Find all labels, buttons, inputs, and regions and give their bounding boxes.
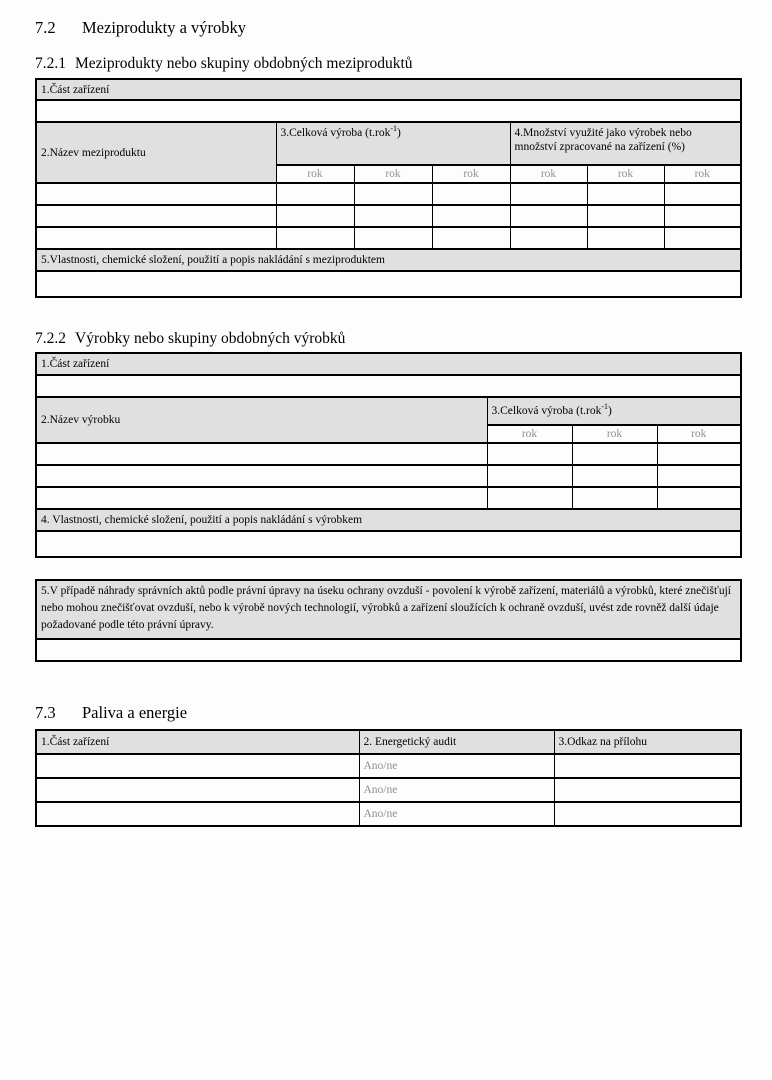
attachment-reference-input[interactable] [554,778,741,802]
table-meziprodukty [35,78,742,298]
production-value-input[interactable] [432,183,510,205]
section-7-2-2-title: Výrobky nebo skupiny obdobných výrobků [75,330,346,347]
production-value-input[interactable] [657,465,741,487]
attachment-reference-input[interactable] [554,754,741,778]
part-of-installation-input[interactable] [36,100,741,122]
production-value-input[interactable] [487,443,572,465]
quantity-value-input[interactable] [664,227,741,249]
section-7-2-title: Meziprodukty a výrobky [82,18,247,37]
product-name-input[interactable] [36,487,487,509]
section-7-2-2-heading [35,329,740,348]
section-7-3-number: 7.3 [35,703,56,722]
energy-audit-yesno-field[interactable]: Ano/ne [359,754,554,778]
production-value-input[interactable] [432,227,510,249]
product-name-input[interactable] [36,443,487,465]
section-7-2-heading [35,18,740,38]
year-header-1: rok [487,425,572,443]
section-7-2-1-title: Meziprodukty nebo skupiny obdobných meziproduktů [75,55,413,72]
production-value-input[interactable] [276,227,354,249]
table-row [36,205,741,227]
product-properties-label: 4. Vlastnosti, chemické složení, použití a popis nakládání s výrobkem [36,509,741,531]
table-vyrobky [35,352,742,558]
product-name-input[interactable] [36,465,487,487]
production-value-input[interactable] [354,183,432,205]
total-production-exponent: -1 [601,402,609,412]
table-row [36,802,741,826]
year-header-5: rok [587,165,664,183]
quantity-value-input[interactable] [587,183,664,205]
table-row [36,227,741,249]
total-production-label-close: ) [397,127,401,139]
table-row [36,778,741,802]
production-value-input[interactable] [276,183,354,205]
quantity-value-input[interactable] [664,183,741,205]
section-7-3-heading [35,703,740,723]
product-properties-input[interactable] [36,531,741,557]
section-7-2-1-heading [35,54,740,73]
part-of-installation-input[interactable] [36,778,359,802]
part-of-installation-input[interactable] [36,754,359,778]
year-header-3: rok [432,165,510,183]
production-value-input[interactable] [354,205,432,227]
table-row [36,465,741,487]
total-production-exponent: -1 [390,124,398,134]
table-row [36,754,741,778]
production-value-input[interactable] [657,487,741,509]
year-header-2: rok [354,165,432,183]
section-7-2-2-number: 7.2.2 [35,330,66,347]
part-of-installation-label: 1.Část zařízení [36,730,359,754]
part-of-installation-input[interactable] [36,375,741,397]
intermediate-name-label: 2.Název meziproduktu [36,122,276,183]
energy-audit-yesno-field[interactable]: Ano/ne [359,778,554,802]
production-value-input[interactable] [487,487,572,509]
energy-audit-label: 2. Energetický audit [359,730,554,754]
production-value-input[interactable] [354,227,432,249]
energy-audit-yesno-field[interactable]: Ano/ne [359,802,554,826]
quantity-used-label: 4.Množství využité jako výrobek nebo množství zpracované na zařízení (%) [510,122,741,165]
production-value-input[interactable] [276,205,354,227]
quantity-value-input[interactable] [510,183,587,205]
quantity-value-input[interactable] [587,227,664,249]
quantity-value-input[interactable] [510,227,587,249]
part-of-installation-label: 1.Část zařízení [36,353,741,375]
quantity-value-input[interactable] [664,205,741,227]
air-protection-note-block [35,579,742,662]
section-7-2-1-number: 7.2.1 [35,55,66,72]
total-production-label-text: 3.Celková výroba (t.rok [491,405,602,417]
year-header-6: rok [664,165,741,183]
section-7-2-number: 7.2 [35,18,56,37]
production-value-input[interactable] [432,205,510,227]
intermediate-name-input[interactable] [36,183,276,205]
quantity-value-input[interactable] [510,205,587,227]
air-protection-note-text: 5.V případě náhrady správních aktů podle právní úpravy na úseku ochrany ovzduší - povolení k výrobě zařízení, materiálů a výrobků, které znečišťují nebo mohou znečišťovat ovzduší, nebo k výrobě nových technologií, výrobků a zařízení sloužících k ochraně ovzduší, uvést zde rovněž další údaje požadované podle této právní úpravy. [36,580,741,639]
total-production-label-close: ) [608,405,612,417]
year-header-1: rok [276,165,354,183]
production-value-input[interactable] [572,443,657,465]
total-production-label [276,122,510,165]
part-of-installation-input[interactable] [36,802,359,826]
table-row [36,183,741,205]
total-production-label-text: 3.Celková výroba (t.rok [280,127,391,139]
air-protection-note-input[interactable] [36,639,741,661]
quantity-value-input[interactable] [587,205,664,227]
intermediate-name-input[interactable] [36,205,276,227]
production-value-input[interactable] [487,465,572,487]
section-7-3-title: Paliva a energie [82,703,188,722]
attachment-reference-label: 3.Odkaz na přílohu [554,730,741,754]
intermediate-properties-label: 5.Vlastnosti, chemické složení, použití a popis nakládání s meziproduktem [36,249,741,271]
part-of-installation-label: 1.Část zařízení [36,79,741,100]
production-value-input[interactable] [657,443,741,465]
production-value-input[interactable] [572,487,657,509]
year-header-2: rok [572,425,657,443]
year-header-4: rok [510,165,587,183]
table-row [36,443,741,465]
table-paliva-energie [35,729,742,827]
attachment-reference-input[interactable] [554,802,741,826]
intermediate-name-input[interactable] [36,227,276,249]
year-header-3: rok [657,425,741,443]
product-name-label: 2.Název výrobku [36,397,487,443]
total-production-label [487,397,741,425]
production-value-input[interactable] [572,465,657,487]
intermediate-properties-input[interactable] [36,271,741,297]
table-row [36,487,741,509]
